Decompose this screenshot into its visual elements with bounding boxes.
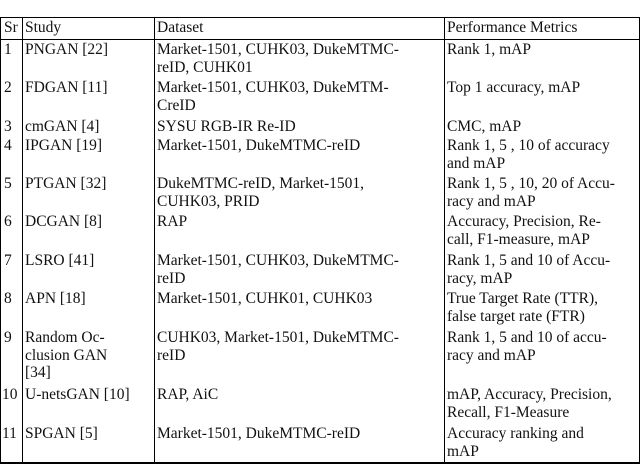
header-sr: Sr [4, 19, 18, 36]
column-divider [154, 17, 155, 462]
row-3-sr: 3 [4, 118, 12, 135]
row-11-dataset: Market-1501, DukeMTMC-reID [157, 425, 361, 442]
row-10-study: U-netsGAN [10] [25, 386, 130, 403]
row-2-dataset: Market-1501, CUHK03, DukeMTM- CreID [157, 79, 389, 114]
row-8-sr: 8 [4, 290, 12, 307]
row-3-metrics: CMC, mAP [447, 118, 522, 135]
row-7-study: LSRO [41] [25, 252, 95, 269]
row-9-sr: 9 [4, 329, 12, 346]
top-rule [0, 17, 640, 18]
column-divider [444, 17, 445, 462]
row-3-dataset: SYSU RGB-IR Re-ID [157, 118, 296, 135]
row-1-metrics: Rank 1, mAP [447, 41, 531, 58]
row-1-dataset: Market-1501, CUHK03, DukeMTMC- reID, CUHK01 [157, 41, 399, 76]
row-5-dataset: DukeMTMC-reID, Market-1501, CUHK03, PRID [157, 175, 365, 210]
row-8-study: APN [18] [25, 290, 86, 307]
row-8-metrics: True Target Rate (TTR), false target rate (FTR) [447, 290, 599, 325]
row-7-sr: 7 [4, 252, 12, 269]
row-9-metrics: Rank 1, 5 and 10 of accu- racy and mAP [447, 329, 607, 364]
header-rule [0, 39, 640, 40]
row-4-dataset: Market-1501, DukeMTMC-reID [157, 137, 361, 154]
row-10-dataset: RAP, AiC [157, 386, 219, 403]
row-2-metrics: Top 1 accuracy, mAP [447, 79, 581, 96]
header-dataset: Dataset [157, 19, 204, 36]
row-6-study: DCGAN [8] [25, 213, 103, 230]
row-11-sr: 11 [2, 425, 17, 442]
row-11-study: SPGAN [5] [25, 425, 98, 442]
row-4-metrics: Rank 1, 5 , 10 of accuracy and mAP [447, 137, 610, 172]
row-4-sr: 4 [4, 137, 12, 154]
row-1-sr: 1 [4, 41, 12, 58]
row-7-dataset: Market-1501, CUHK03, DukeMTMC- reID [157, 252, 399, 287]
bottom-rule [0, 462, 640, 464]
row-8-dataset: Market-1501, CUHK01, CUHK03 [157, 290, 373, 307]
row-7-metrics: Rank 1, 5 and 10 of Accu- racy, mAP [447, 252, 611, 287]
row-2-sr: 2 [4, 79, 12, 96]
row-3-study: cmGAN [4] [25, 118, 100, 135]
row-10-sr: 10 [2, 386, 18, 403]
row-4-study: IPGAN [19] [25, 137, 103, 154]
row-5-study: PTGAN [32] [25, 175, 107, 192]
row-2-study: FDGAN [11] [25, 79, 108, 96]
row-5-metrics: Rank 1, 5 , 10, 20 of Accu- racy and mAP [447, 175, 615, 210]
row-10-metrics: mAP, Accuracy, Precision, Recall, F1-Measure [447, 386, 612, 421]
row-1-study: PNGAN [22] [25, 41, 109, 58]
row-6-dataset: RAP [157, 213, 188, 230]
row-11-metrics: Accuracy ranking and mAP [447, 425, 584, 460]
row-6-sr: 6 [4, 213, 12, 230]
row-9-dataset: CUHK03, Market-1501, DukeMTMC- reID [157, 329, 399, 364]
header-performance-metrics: Performance Metrics [447, 19, 578, 36]
row-5-sr: 5 [4, 175, 12, 192]
column-divider [0, 17, 1, 462]
column-divider [22, 17, 23, 462]
row-9-study: Random Oc- clusion GAN [34] [25, 329, 108, 381]
row-6-metrics: Accuracy, Precision, Re- call, F1-measure, mAP [447, 213, 601, 248]
header-study: Study [25, 19, 62, 36]
